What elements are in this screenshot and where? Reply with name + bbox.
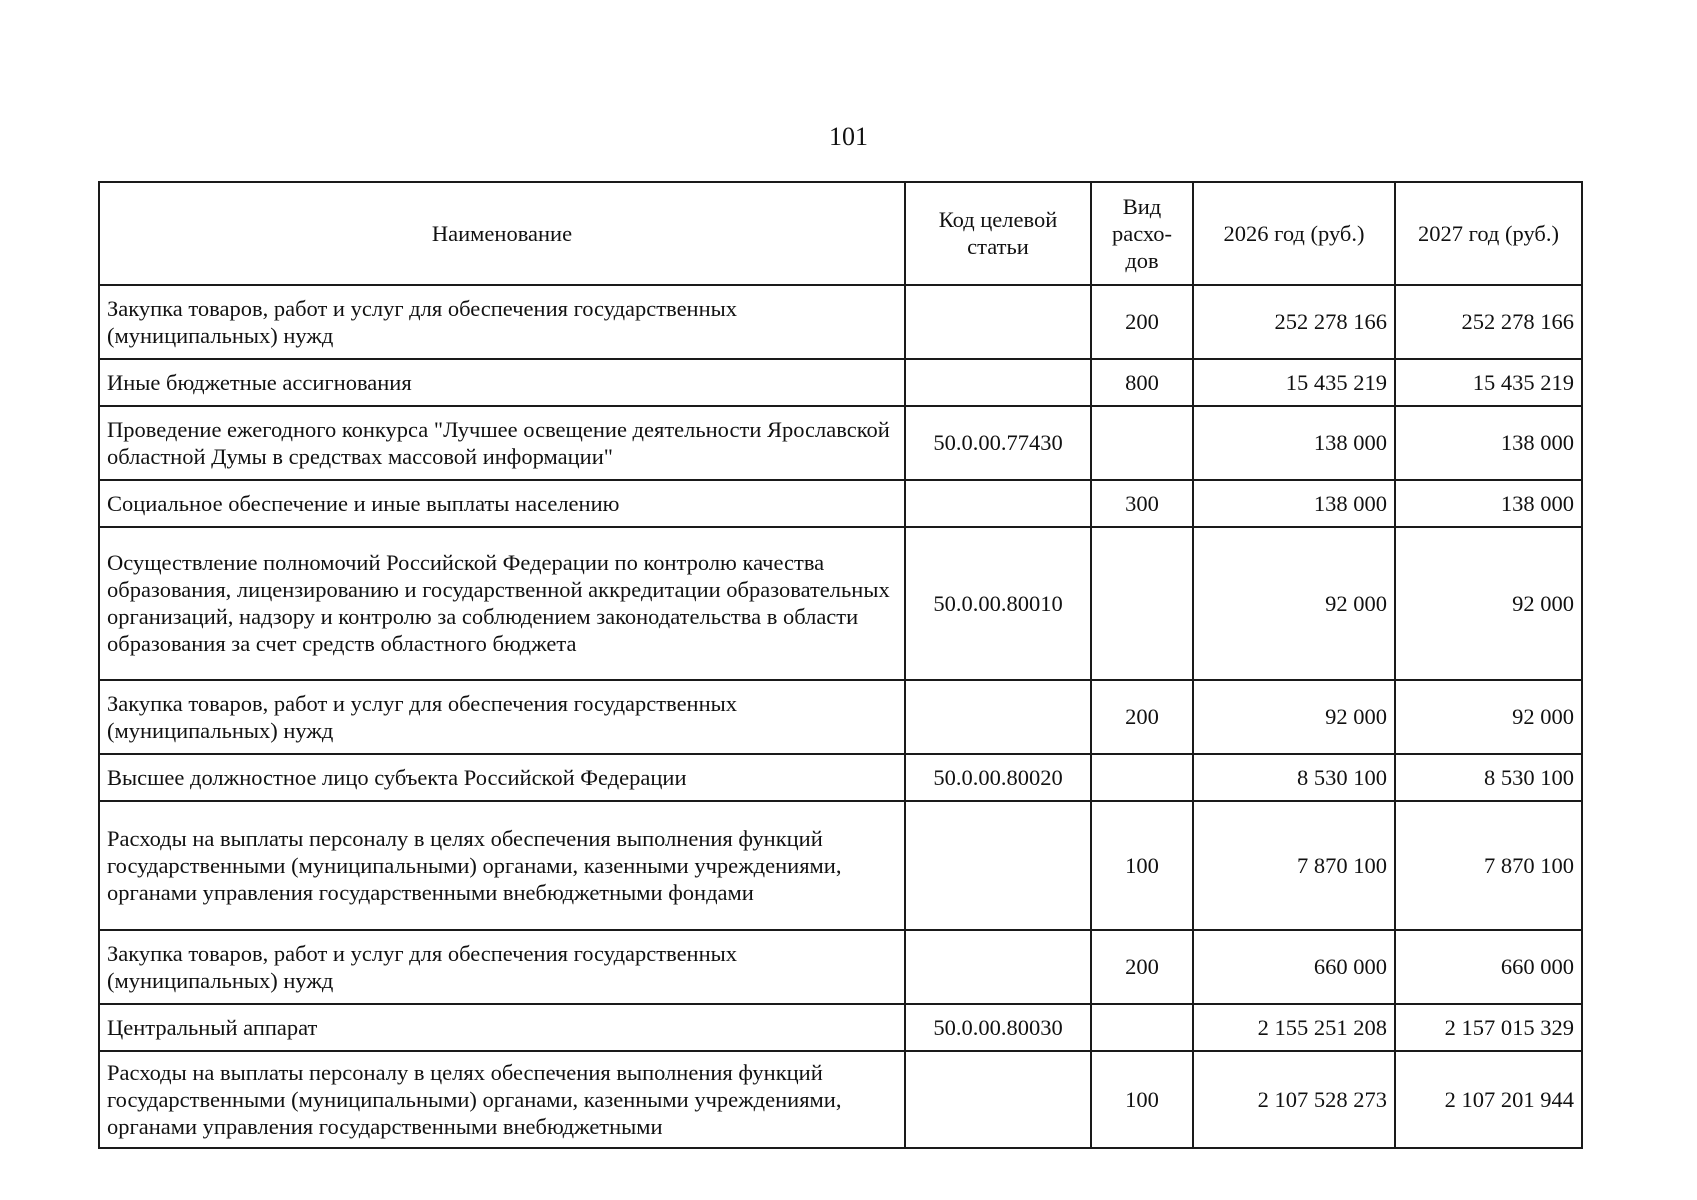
row-year-2026: 2 155 251 208: [1193, 1004, 1395, 1051]
row-name: Высшее должностное лицо субъекта Российской Федерации: [99, 754, 905, 801]
row-year-2027: 8 530 100: [1395, 754, 1582, 801]
row-name: Социальное обеспечение и иные выплаты населению: [99, 480, 905, 527]
row-name: Закупка товаров, работ и услуг для обеспечения государственных (муниципальных) нужд: [99, 930, 905, 1004]
row-year-2027: 2 107 201 944: [1395, 1051, 1582, 1148]
row-kind: [1091, 527, 1193, 680]
row-kind: [1091, 406, 1193, 480]
row-code: 50.0.00.80020: [905, 754, 1091, 801]
table-row: [99, 480, 1582, 527]
row-code: 50.0.00.80030: [905, 1004, 1091, 1051]
row-code: [905, 1051, 1091, 1148]
table-row: [99, 527, 1582, 680]
table-row: [99, 801, 1582, 930]
row-year-2026: 138 000: [1193, 480, 1395, 527]
table-header-row: [99, 182, 1582, 285]
row-code: [905, 801, 1091, 930]
row-name: Расходы на выплаты персоналу в целях обеспечения выполнения функций государственными (муниципальными) органами, казенными учреждениями, органами управления государственными внебюджетными: [99, 1051, 905, 1148]
row-year-2026: 92 000: [1193, 680, 1395, 754]
header-year-2027: 2027 год (руб.): [1395, 182, 1582, 285]
row-year-2026: 2 107 528 273: [1193, 1051, 1395, 1148]
row-kind: 300: [1091, 480, 1193, 527]
row-name: Закупка товаров, работ и услуг для обеспечения государственных (муниципальных) нужд: [99, 285, 905, 359]
table-row: [99, 359, 1582, 406]
table-row: [99, 680, 1582, 754]
row-kind: 100: [1091, 801, 1193, 930]
row-year-2027: 92 000: [1395, 680, 1582, 754]
row-year-2026: 7 870 100: [1193, 801, 1395, 930]
header-code: Код целевой статьи: [905, 182, 1091, 285]
row-kind: 800: [1091, 359, 1193, 406]
row-year-2027: 7 870 100: [1395, 801, 1582, 930]
header-name: Наименование: [99, 182, 905, 285]
table-row: [99, 1004, 1582, 1051]
row-name: Закупка товаров, работ и услуг для обеспечения государственных (муниципальных) нужд: [99, 680, 905, 754]
row-code: 50.0.00.77430: [905, 406, 1091, 480]
row-code: [905, 359, 1091, 406]
row-code: [905, 285, 1091, 359]
table-row: [99, 754, 1582, 801]
row-year-2027: 92 000: [1395, 527, 1582, 680]
table-row: [99, 930, 1582, 1004]
row-name: Центральный аппарат: [99, 1004, 905, 1051]
row-name: Осуществление полномочий Российской Федерации по контролю качества образования, лицензированию и государственной аккредитации образовательных организаций, надзору и контролю за соблюдением законодательства в области образования за счет средств областного бюджета: [99, 527, 905, 680]
row-year-2027: 660 000: [1395, 930, 1582, 1004]
row-year-2027: 138 000: [1395, 480, 1582, 527]
header-year-2026: 2026 год (руб.): [1193, 182, 1395, 285]
row-year-2026: 660 000: [1193, 930, 1395, 1004]
row-code: 50.0.00.80010: [905, 527, 1091, 680]
row-year-2026: 252 278 166: [1193, 285, 1395, 359]
row-code: [905, 680, 1091, 754]
row-kind: [1091, 754, 1193, 801]
row-year-2026: 8 530 100: [1193, 754, 1395, 801]
row-code: [905, 480, 1091, 527]
table-row: [99, 1051, 1582, 1148]
header-kind: Вид расхо-дов: [1091, 182, 1193, 285]
row-kind: [1091, 1004, 1193, 1051]
row-year-2026: 138 000: [1193, 406, 1395, 480]
row-name: Проведение ежегодного конкурса "Лучшее освещение деятельности Ярославской областной Думы в средствах массовой информации": [99, 406, 905, 480]
row-code: [905, 930, 1091, 1004]
row-year-2026: 15 435 219: [1193, 359, 1395, 406]
page-number: 101: [829, 122, 868, 151]
table-row: [99, 285, 1582, 359]
row-kind: 100: [1091, 1051, 1193, 1148]
row-kind: 200: [1091, 930, 1193, 1004]
table-row: [99, 406, 1582, 480]
row-name: Иные бюджетные ассигнования: [99, 359, 905, 406]
budget-table: [98, 181, 1583, 1149]
row-name: Расходы на выплаты персоналу в целях обеспечения выполнения функций государственными (муниципальными) органами, казенными учреждениями, органами управления государственными внебюджетными фондами: [99, 801, 905, 930]
row-year-2027: 15 435 219: [1395, 359, 1582, 406]
row-year-2027: 252 278 166: [1395, 285, 1582, 359]
row-year-2027: 138 000: [1395, 406, 1582, 480]
row-kind: 200: [1091, 285, 1193, 359]
row-year-2026: 92 000: [1193, 527, 1395, 680]
row-year-2027: 2 157 015 329: [1395, 1004, 1582, 1051]
row-kind: 200: [1091, 680, 1193, 754]
